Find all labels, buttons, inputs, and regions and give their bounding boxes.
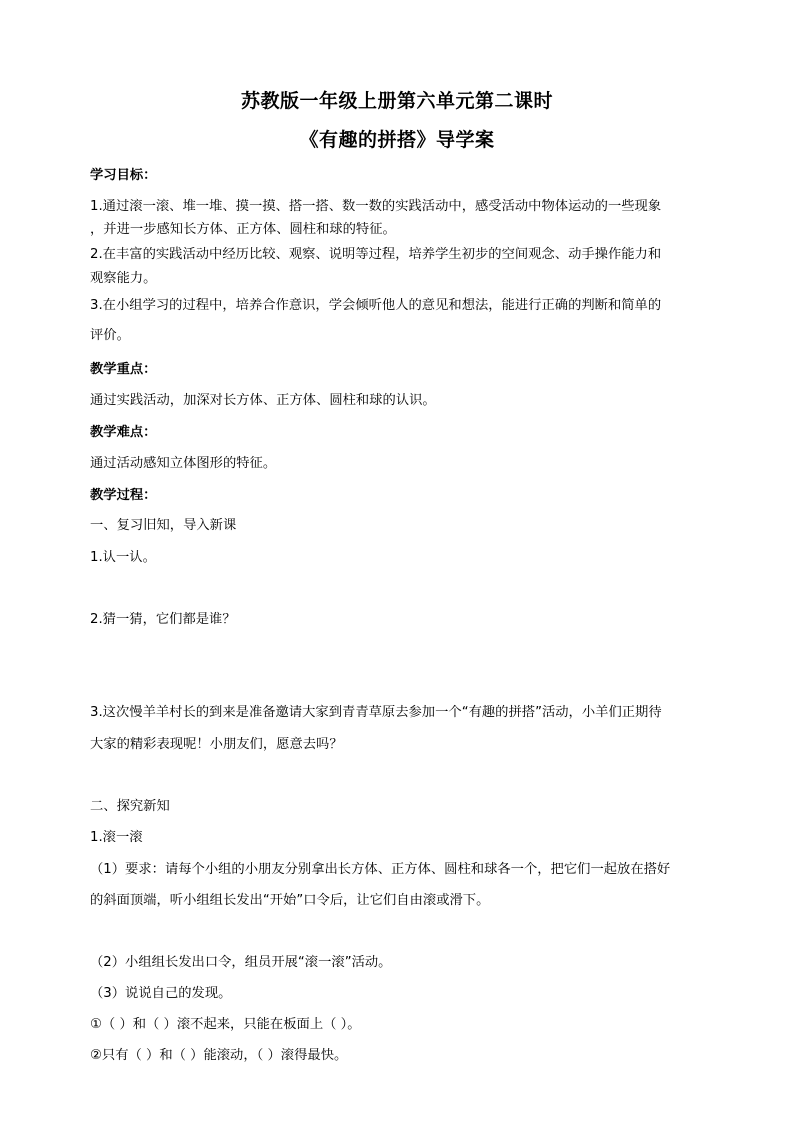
objective-line: ，并进一步感知长方体、正方体、圆柱和球的特征。 — [90, 222, 396, 237]
section2-step: （2）小组组长发出口令，组员开展“滚一滚”活动。 — [90, 955, 392, 970]
keypoints-text: 通过实践活动，加深对长方体、正方体、圆柱和球的认识。 — [90, 393, 436, 408]
fill-blank-question: ②只有（ ）和（ ）能滚动，（ ）滚得最快。 — [90, 1048, 348, 1063]
section2-step: （3）说说自己的发现。 — [90, 986, 232, 1001]
objective-line: 观察能力。 — [90, 271, 157, 286]
section1-item-cont: 大家的精彩表现呢！小朋友们，愿意去吗？ — [90, 737, 343, 752]
objective-line: 1.通过滚一滚、堆一堆、摸一摸、搭一搭、数一数的实践活动中，感受活动中物体运动的一些现象 — [90, 199, 662, 214]
document-title: 苏教版一年级上册第六单元第二课时 — [240, 90, 553, 112]
section2-requirement-cont: 的斜面顶端，听小组组长发出“开始”口令后，让它们自由滚或滑下。 — [90, 893, 490, 908]
section2-requirement: （1）要求：请每个小组的小朋友分别拿出长方体、正方体、圆柱和球各一个，把它们一起放在搭好 — [90, 862, 671, 877]
objectives-heading: 学习目标： — [90, 168, 157, 183]
keypoints-heading: 教学重点： — [90, 362, 157, 377]
section1-item: 3.这次慢羊羊村长的到来是准备邀请大家到青青草原去参加一个“有趣的拼搭”活动，小羊们正期待 — [90, 705, 662, 720]
objective-line: 2.在丰富的实践活动中经历比较、观察、说明等过程，培养学生初步的空间观念、动手操作能力和 — [90, 247, 662, 262]
objective-line: 3.在小组学习的过程中，培养合作意识，学会倾听他人的意见和想法，能进行正确的判断和简单的 — [90, 298, 662, 313]
section1-title: 一、复习旧知，导入新课 — [90, 518, 237, 533]
process-heading: 教学过程： — [90, 488, 157, 503]
difficulty-text: 通过活动感知立体图形的特征。 — [90, 456, 277, 471]
document-subtitle: 《有趣的拼搭》导学案 — [299, 129, 495, 151]
objective-line: 评价。 — [90, 328, 130, 343]
fill-blank-question: ①（ ）和（ ）滚不起来，只能在板面上（ ）。 — [90, 1017, 361, 1032]
section2-item: 1.滚一滚 — [90, 830, 143, 845]
difficulty-heading: 教学难点： — [90, 425, 157, 440]
section1-item: 2.猜一猜，它们都是谁？ — [90, 612, 236, 627]
section1-item: 1.认一认。 — [90, 550, 156, 565]
section2-title: 二、探究新知 — [90, 799, 170, 814]
